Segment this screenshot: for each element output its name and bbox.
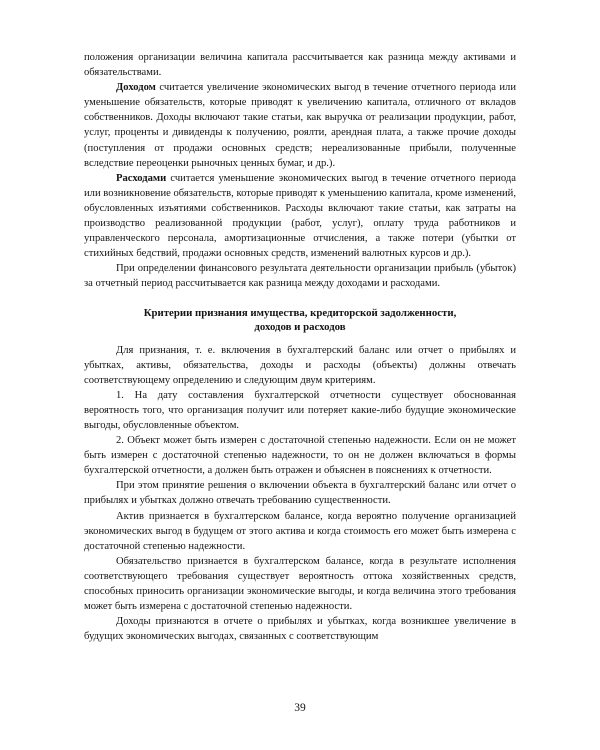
paragraph-text: При определении финансового результата деятельности организации прибыль (убыток) за отчетный период рассчитывается как разница между доходами и расходами. <box>84 263 516 290</box>
paragraph-recognition-intro: Для признания, т. е. включения в бухгалтерский баланс или отчет о прибылях и убытках, активы, обязательства, доходы и расходы (объекты) должны отвечать соответствующему определению и следующим двум критериям. <box>84 344 516 386</box>
term-income: Доходом <box>116 82 156 94</box>
paragraph-text: считается уменьшение экономических выгод в течение отчетного периода или возникновение обязательств, которые приводят к уменьшению капитала, кроме изменений, обусловленных изъятиями собственников. Расходы включают такие статьи, как затраты на производство реализованной продукции (работ, услуг), оплату труда работников и управленческого персонала, амортизационные отчисления, а также потери (убытки от стихийных бедствий, продажи основных средств, изменений валютных курсов и др.). <box>84 172 516 260</box>
section-heading <box>84 306 516 334</box>
paragraph-liability-recognition: Обязательство признается в бухгалтерском балансе, когда в результате исполнения соответствующего требования существует вероятность оттока хозяйственных средств, способных приносить организации экономические выгоды, и когда величина этого требования может быть измерена с достаточной степенью надежности. <box>84 555 516 613</box>
paragraph-asset-recognition: Актив признается в бухгалтерском балансе, когда вероятно получение организацией экономических выгод в будущем от этого актива и когда стоимость его может быть измерена с достаточной степенью надежности. <box>84 510 516 552</box>
paragraph-expense-definition <box>84 171 516 262</box>
paragraph-text: считается увеличение экономических выгод в течение отчетного периода или уменьшение обязательств, которые приводят к увеличению капитала, отличного от вкладов собственников. Доходы включают такие статьи, как выручка от реализации продукции, работ, услуг, проценты и дивиденды к получению, роялти, арендная плата, а также прочие доходы (поступления от продажи основных средств; нереализованные прибыли, полученные вследствие переоценки рыночных ценных бумаг, и др.). <box>84 82 516 169</box>
paragraph-profit <box>84 261 516 291</box>
page-number: 39 <box>294 702 306 714</box>
paragraph-income-recognition: Доходы признаются в отчете о прибылях и убытках, когда возникшее увеличение в будущих экономических выгодах, связанных с соответствующим <box>84 616 516 643</box>
section-heading-line-1: Критерии признания имущества, кредиторской задолженности, <box>143 306 457 319</box>
paragraph-materiality: При этом принятие решения о включении объекта в бухгалтерский баланс или отчет о прибылях и убытках должно отвечать требованию существенности. <box>84 480 516 507</box>
paragraph-criterion-1: 1. На дату составления бухгалтерской отчетности существует обоснованная вероятность того, что организация получит или потеряет какие-либо будущие экономические выгоды, обусловленные объектом. <box>84 389 516 431</box>
paragraph-criterion-2: 2. Объект может быть измерен с достаточной степенью надежности. Если он не может быть измерен с достаточной степенью надежности, то он не должен включаться в формы бухгалтерской отчетности, а должен быть отражен и объяснен в пояснениях к отчетности. <box>84 435 516 477</box>
section-heading-line-2: доходов и расходов <box>254 320 346 333</box>
page-body <box>84 50 516 644</box>
paragraph-capital <box>84 50 516 80</box>
paragraph-text: положения организации величина капитала рассчитывается как разница между активами и обязательствами. <box>84 52 516 79</box>
term-expenses: Расходами <box>116 172 167 184</box>
paragraph-income-definition <box>84 80 516 171</box>
